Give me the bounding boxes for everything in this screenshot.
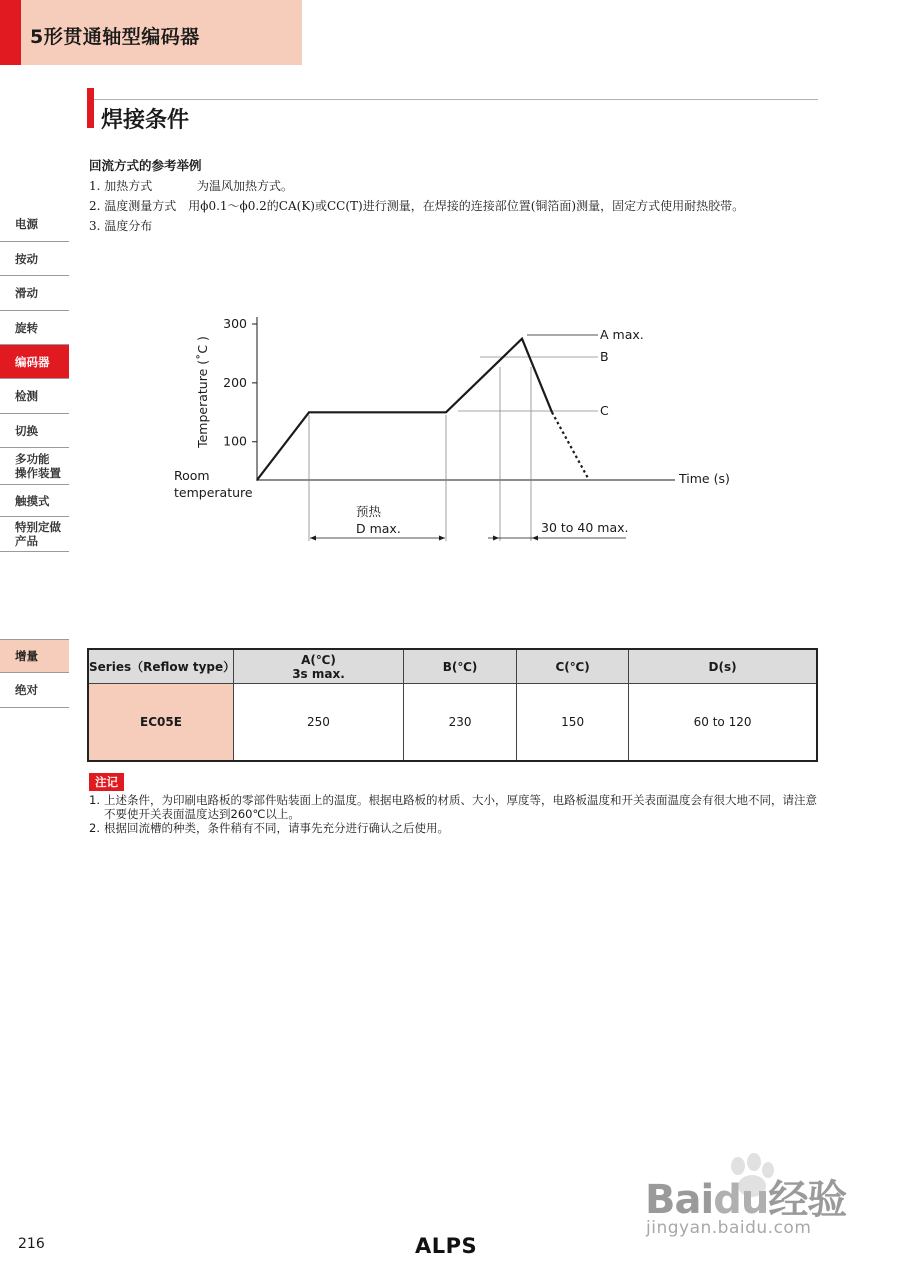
nav-label: 触摸式: [15, 493, 50, 508]
level-label-c: C: [600, 403, 609, 418]
page-number: 216: [18, 1236, 45, 1252]
note-text: 根据回流槽的种类，条件稍有不同，请事先充分进行确认之后使用。: [104, 821, 449, 835]
note-number: 2.: [89, 821, 100, 835]
nav-label: 滑动: [15, 286, 38, 300]
item-label: 3. 温度分布: [89, 219, 153, 233]
list-item: [89, 177, 294, 194]
notes-badge: 注记: [89, 773, 124, 791]
section-accent-bar: [87, 88, 94, 128]
arrow-left-icon: [532, 536, 538, 541]
note-number: 1.: [89, 793, 100, 807]
item-label: 1. 加热方式: [89, 179, 153, 193]
nav-label: 增量: [15, 649, 38, 663]
note-item: [89, 793, 824, 821]
nav-item-custom[interactable]: [0, 517, 69, 552]
nav-label: 旋转: [15, 320, 38, 335]
item-value: 用ϕ0.1～ϕ0.2的CA(K)或CC(T)进行测量，在焊接的连接部位置(铜箔面)测量，固定方式使用耐热胶带。: [188, 199, 745, 213]
nav-item-incremental[interactable]: [0, 639, 69, 673]
nav-item-encoder[interactable]: [0, 345, 69, 379]
list-item: [89, 197, 744, 214]
preheat-label: 预热: [356, 504, 382, 519]
nav-label: 切换: [15, 423, 38, 438]
nav-item-rotary[interactable]: [0, 311, 69, 345]
section-title: 焊接条件: [101, 108, 190, 133]
item-label: 2. 温度测量方式: [89, 199, 177, 213]
watermark-logo: Baidu经验: [645, 1177, 847, 1223]
nav-label: 绝对: [15, 683, 38, 697]
cooling-line: [552, 412, 589, 480]
note-text: 上述条件，为印刷电路板的零部件贴装面上的温度。根据电路板的材质、大小，厚度等，电路板温度和开关表面温度会有很大地不同，请注意不要使开关表面温度达到260℃以上。: [104, 793, 817, 821]
arrow-right-icon: [493, 536, 499, 541]
column-header: Series（Reflow type）: [88, 649, 234, 684]
page-title: 5形贯通轴型编码器: [30, 26, 200, 48]
nav-item-detect[interactable]: [0, 379, 69, 414]
reflow-spec-table: [87, 648, 818, 762]
watermark-url: jingyan.baidu.com: [646, 1218, 812, 1238]
y-tick-label: 200: [223, 374, 247, 390]
column-header: B(℃): [403, 649, 516, 684]
nav-item-touch[interactable]: [0, 485, 69, 517]
nav-label: 特别定做 产品: [15, 520, 61, 548]
y-axis-label: Temperature (˚C ): [195, 336, 210, 448]
column-header: A(℃) 3s max.: [234, 649, 404, 684]
arrow-right-icon: [439, 536, 445, 541]
baseline-label-line1: Room: [174, 468, 210, 483]
baseline-label-line2: temperature: [174, 485, 253, 500]
y-tick-label: 100: [223, 433, 247, 449]
table-cell: EC05E: [88, 684, 234, 762]
arrow-left-icon: [310, 536, 316, 541]
notes-list: [89, 793, 824, 835]
level-label-a: A max.: [600, 327, 644, 342]
nav-label: 按动: [15, 251, 38, 266]
section-divider: [94, 99, 818, 100]
profile-line: [257, 339, 552, 480]
nav-item-power[interactable]: [0, 207, 69, 242]
nav-item-push[interactable]: [0, 242, 69, 276]
table-cell: 250: [234, 684, 404, 762]
preheat-duration-label: D max.: [356, 521, 401, 536]
alps-logo: ALPS: [415, 1234, 478, 1258]
nav-item-multifunction[interactable]: [0, 448, 69, 485]
y-ticks: [223, 316, 257, 449]
level-label-b: B: [600, 349, 609, 364]
column-header: C(℃): [517, 649, 629, 684]
nav-item-slide[interactable]: [0, 276, 69, 311]
column-header: D(s): [629, 649, 817, 684]
header-accent: [0, 0, 21, 65]
y-tick-label: 300: [223, 316, 247, 331]
note-item: [89, 821, 824, 835]
table-cell: 150: [517, 684, 629, 762]
peak-duration-label: 30 to 40 max.: [541, 520, 629, 535]
nav-label: 编码器: [15, 354, 50, 369]
temperature-profile-chart: [160, 305, 760, 555]
table-cell: 230: [403, 684, 516, 762]
nav-label: 检测: [15, 389, 38, 403]
x-axis-label: Time (s): [679, 471, 730, 486]
nav-label: 多功能 操作装置: [15, 452, 61, 480]
table-header-row: [88, 649, 817, 684]
table-row: [88, 684, 817, 762]
nav-item-switch[interactable]: [0, 414, 69, 448]
item-value: 为温风加热方式。: [197, 179, 294, 193]
subheading: 回流方式的参考举例: [89, 158, 202, 173]
nav-item-absolute[interactable]: [0, 673, 69, 708]
nav-label: 电源: [15, 217, 38, 231]
table-cell: 60 to 120: [629, 684, 817, 762]
list-item: [89, 217, 152, 234]
